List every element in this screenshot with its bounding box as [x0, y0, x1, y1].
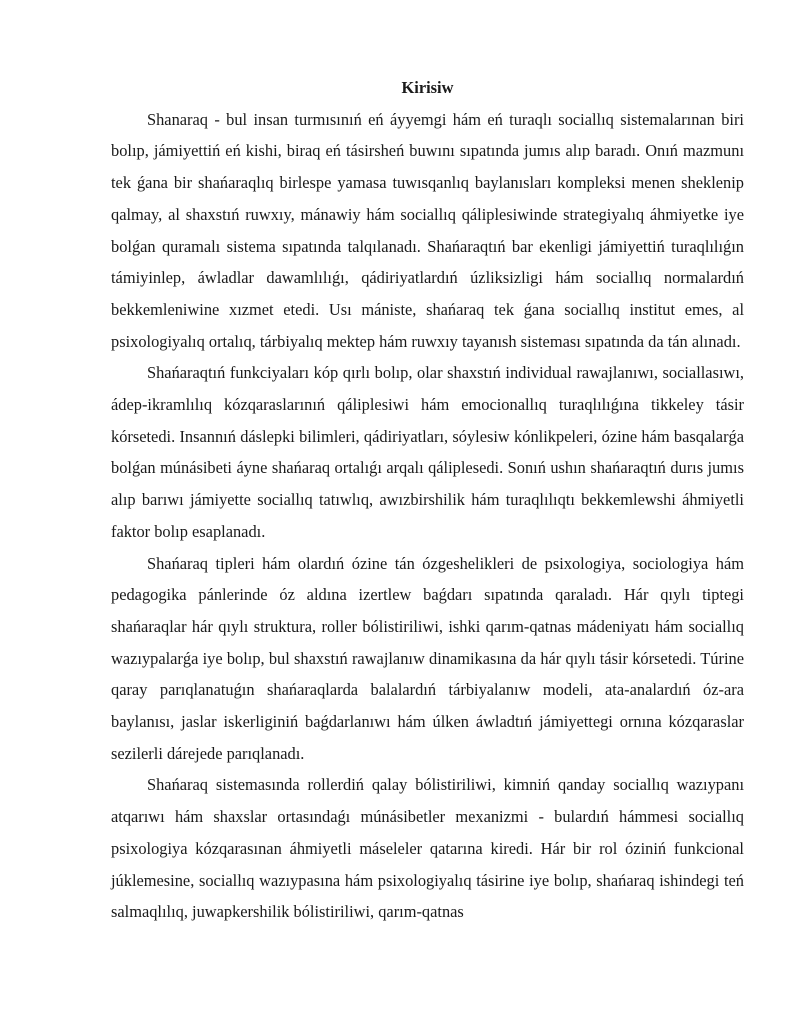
paragraph-4: Shańaraq sistemasında rollerdiń qalay bólistiriliwi, kimniń qanday sociallıq wazıypanı atqarıwı hám shaxslar ortasındaǵı múnásibetler mexanizmi - bulardıń hámmesi sociallıq psixologiya kózqarasınan áhmiyetli máseleler qatarına kiredi. Hár bir rol óziniń funkcional júklemesine, sociallıq wazıypasına hám psixologiyalıq tásirine iye bolıp, shańaraq ishindegi teń salmaqlılıq, juwapkershilik bólistiriliwi, qarım-qatnas [111, 775, 744, 922]
paragraph-3: Shańaraq tipleri hám olardıń ózine tán ózgeshelikleri de psixologiya, sociologiya hám pedagogika pánlerinde óz aldına izertlew baǵdarı sıpatında qaraladı. Hár qıylı tiptegi shańaraqlar hár qıylı struktura, roller bólistiriliwi, ishki qarım-qatnas mádeniyatı hám sociallıq wazıypalarǵa iye bolıp, bul shaxstıń rawajlanıw dinamikasına da hár qıylı tásir kórsetedi. Túrine qaray parıqlanatuǵın shańaraqlarda balalardıń tárbiyalanıw modeli, ata-analardıń óz-ara baylanısı, jaslar iskerliginiń baǵdarlanıwı hám úlken áwladtıń jámiyettegi ornına kózqaraslar sezilerli dárejede parıqlanadı. [111, 553, 744, 763]
document-title: Kirisiw [401, 78, 454, 97]
paragraph-1: Shanaraq - bul insan turmısınıń eń áyyemgi hám eń turaqlı sociallıq sistemalarınan biri bolıp, jámiyettiń eń kishi, biraq eń tásirsheń buwını sıpatında jumıs alıp baradı. Onıń mazmunı tek ǵana bir shańaraqlıq birlespe yamasa tuwısqanlıq baylanısları kompleksi menen sheklenip qalmay, al shaxstıń ruwxıy, mánawiy hám sociallıq qáliplesiwinde strategiyalıq áhmiyetke iye bolǵan quramalı sistema sıpatında talqılanadı. Shańaraqtıń bar ekenligi jámiyettiń turaqlılıǵın támiyinlep, áwladlar dawamlılıǵı, qádiriyatlardıń úzliksizligi hám sociallıq normalardıń bekkemleniwine xızmet etedi. Usı mániste, shańaraq tek ǵana sociallıq institut emes, al psixologiyalıq ortalıq, tárbiyalıq mektep hám ruwxıy tayanısh sisteması sıpatında da tán alınadı. [111, 109, 744, 351]
paragraph-2: Shańaraqtıń funkciyaları kóp qırlı bolıp, olar shaxstıń individual rawajlanıwı, sociallasıwı, ádep-ikramlılıq kózqaraslarınıń qáliplesiwi hám emocionallıq turaqlılıǵına tikkeley tásir kórsetedi. Insannıń dáslepki bilimleri, qádiriyatları, sóylesiw kónlikpeleri, ózine hám basqalarǵa bolǵan múnásibeti áyne shańaraq ortalıǵı arqalı qáliplesedi. Sonıń ushın shańaraqtıń durıs jumıs alıp barıwı jámiyette sociallıq tatıwlıq, awızbirshilik hám turaqlılıqtı bekkemlewshi áhmiyetli faktor bolıp esaplanadı. [111, 363, 744, 541]
document-page [111, 72, 744, 928]
